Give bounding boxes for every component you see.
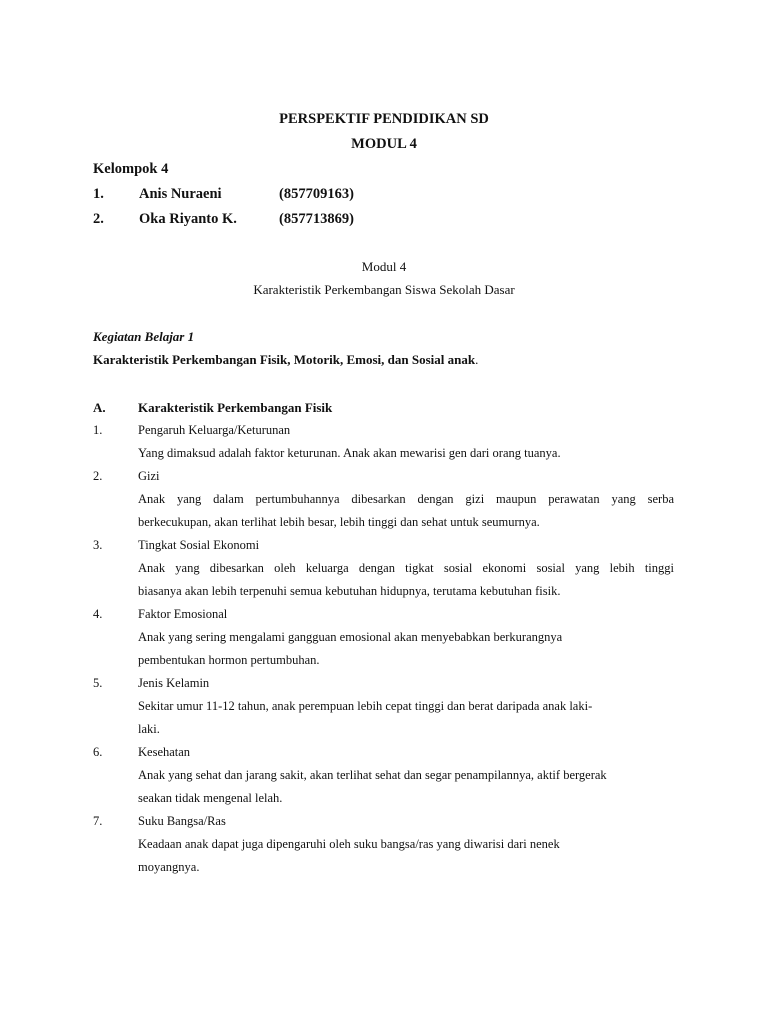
item-5-line-2: laki. bbox=[138, 722, 160, 736]
item-3-line-1-wrap bbox=[138, 562, 674, 575]
item-2-line-1: Anak yang dalam pertumbuhannya dibesarkan dengan gizi maupun perawatan yang serba bbox=[138, 492, 674, 506]
group-label: Kelompok 4 bbox=[93, 161, 169, 177]
item-6-title: Kesehatan bbox=[138, 745, 191, 759]
member-1-id: (857709163) bbox=[279, 186, 354, 202]
item-2-title: Gizi bbox=[138, 469, 160, 483]
item-6-line-1: Anak yang sehat dan jarang sakit, akan terlihat sehat dan segar penampilannya, aktif bergerak bbox=[138, 768, 607, 782]
activity-label: Kegiatan Belajar 1 bbox=[93, 329, 195, 344]
item-1-line-1: Yang dimaksud adalah faktor keturunan. Anak akan mewarisi gen dari orang tuanya. bbox=[138, 446, 561, 460]
item-3-line-1: Anak yang dibesarkan oleh keluarga dengan tigkat sosial ekonomi sosial yang lebih tinggi bbox=[138, 561, 674, 575]
section-a-title: Karakteristik Perkembangan Fisik bbox=[138, 400, 333, 415]
member-2-id: (857713869) bbox=[279, 211, 354, 227]
section-a-letter: A. bbox=[93, 400, 106, 415]
item-2-number: 2. bbox=[93, 469, 103, 483]
member-1-name: Anis Nuraeni bbox=[139, 186, 222, 202]
item-4-number: 4. bbox=[93, 607, 103, 621]
item-2-line-2: berkecukupan, akan terlihat lebih besar, lebih tinggi dan sehat untuk seumurnya. bbox=[138, 515, 540, 529]
item-2-line-1-wrap bbox=[138, 493, 674, 506]
item-5-number: 5. bbox=[93, 676, 103, 690]
item-4-line-1: Anak yang sering mengalami gangguan emosional akan menyebabkan berkurangnya bbox=[138, 630, 563, 644]
activity-title-end: . bbox=[475, 352, 479, 367]
member-1-number: 1. bbox=[93, 186, 104, 202]
module-topic: Karakteristik Perkembangan Siswa Sekolah Dasar bbox=[253, 282, 515, 297]
item-4-title: Faktor Emosional bbox=[138, 607, 228, 621]
item-5-line-1: Sekitar umur 11-12 tahun, anak perempuan lebih cepat tinggi dan berat daripada anak laki- bbox=[138, 699, 593, 713]
item-7-title: Suku Bangsa/Ras bbox=[138, 814, 226, 828]
module-label: Modul 4 bbox=[361, 259, 407, 274]
item-7-line-1: Keadaan anak dapat juga dipengaruhi oleh suku bangsa/ras yang diwarisi dari nenek bbox=[138, 837, 560, 851]
item-6-number: 6. bbox=[93, 745, 103, 759]
item-4-line-2: pembentukan hormon pertumbuhan. bbox=[138, 653, 320, 667]
document-subtitle: MODUL 4 bbox=[351, 136, 417, 152]
item-1-title: Pengaruh Keluarga/Keturunan bbox=[138, 423, 291, 437]
document-title: PERSPEKTIF PENDIDIKAN SD bbox=[279, 111, 489, 127]
member-2-name: Oka Riyanto K. bbox=[139, 211, 237, 227]
item-7-line-2: moyangnya. bbox=[138, 860, 200, 874]
item-5-title: Jenis Kelamin bbox=[138, 676, 210, 690]
activity-title: Karakteristik Perkembangan Fisik, Motorik, Emosi, dan Sosial anak bbox=[93, 352, 476, 367]
member-2-number: 2. bbox=[93, 211, 104, 227]
item-3-title: Tingkat Sosial Ekonomi bbox=[138, 538, 260, 552]
activity-title-line bbox=[93, 353, 478, 366]
item-1-number: 1. bbox=[93, 423, 103, 437]
item-7-number: 7. bbox=[93, 814, 103, 828]
item-3-number: 3. bbox=[93, 538, 103, 552]
item-6-line-2: seakan tidak mengenal lelah. bbox=[138, 791, 283, 805]
item-3-line-2: biasanya akan lebih terpenuhi semua kebutuhan hidupnya, terutama kebutuhan fisik. bbox=[138, 584, 561, 598]
